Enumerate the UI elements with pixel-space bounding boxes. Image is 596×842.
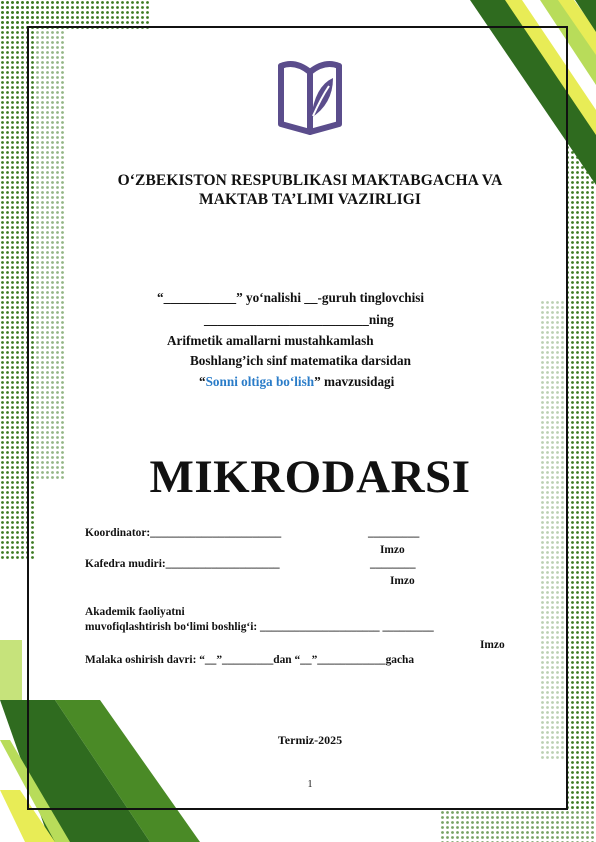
coordinator-signature-label: Imzo <box>380 544 405 556</box>
intro-line-3: Arifmetik amallarni mustahkamlash <box>167 333 374 348</box>
lesson-topic: Sonni oltiga bo‘lish <box>205 374 315 389</box>
intro-line-2: _________________________ning <box>204 312 394 327</box>
training-period-field: Malaka oshirish davri: “__”_________dan “__”____________gacha <box>85 654 415 666</box>
topic-suffix: ” mavzusidagi <box>314 374 395 389</box>
coordinator-field: Koordinator:_______________________ <box>85 527 282 539</box>
intro-line-1: “___________” yo‘nalishi __-guruh tinglovchisi <box>157 290 425 305</box>
academic-field-line-2: muvofiqlashtirish bo‘limi boshlig‘i: _____________________ _________ <box>85 621 434 633</box>
academic-field-line-1: Akademik faoliyatni <box>85 606 185 618</box>
topic-quote-open: “ <box>199 374 206 389</box>
intro-line-4: Boshlang’ich sinf matematika darsidan <box>190 353 411 368</box>
ministry-heading <box>60 171 560 209</box>
place-and-year: Termiz-2025 <box>277 733 343 747</box>
ministry-line-1: O‘ZBEKISTON RESPUBLIKASI MAKTABGACHA VA <box>117 172 503 189</box>
page-number: 1 <box>307 779 313 790</box>
intro-line-5 <box>199 374 394 390</box>
department-head-field: Kafedra mudiri:____________________ <box>85 558 280 570</box>
department-head-signature-line: ________ <box>370 558 416 570</box>
book-leaf-logo-icon <box>275 58 345 136</box>
ministry-line-2: MAKTAB TA’LIMI VAZIRLIGI <box>198 191 422 208</box>
document-title: MIKRODARSI <box>149 451 471 503</box>
academic-signature-label: Imzo <box>480 639 505 651</box>
coordinator-signature-line: _________ <box>368 527 420 539</box>
department-head-signature-label: Imzo <box>390 575 415 587</box>
page-border-frame <box>27 26 568 810</box>
